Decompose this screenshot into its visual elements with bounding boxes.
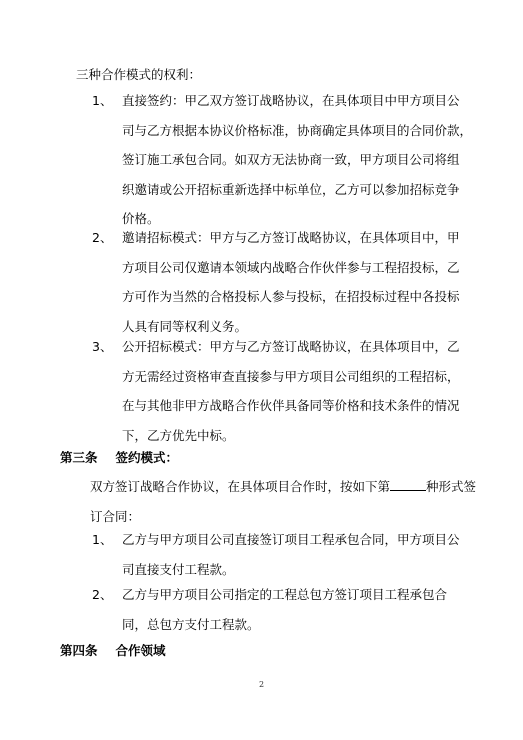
item-text <box>122 580 472 639</box>
text-line: 人具有同等权利义务。 <box>122 318 248 334</box>
item-number: 2、 <box>92 587 113 602</box>
item-text <box>122 525 472 584</box>
text-line: 下，乙方优先中标。 <box>122 427 235 443</box>
text-line: 方无需经过资格审查直接参与甲方项目公司组织的工程招标， <box>122 368 460 384</box>
text-segment: 种形式签 <box>426 479 477 494</box>
article-heading <box>60 636 166 666</box>
item-text <box>122 332 472 450</box>
article-number: 第三条 <box>60 450 98 465</box>
text-line: 公开招标模式：甲方与乙方签订战略协议，在具体项目中，乙 <box>122 339 460 354</box>
item-number: 2、 <box>92 230 113 245</box>
text-line: 在与其他非甲方战略合作伙伴具备同等价格和技术条件的情况 <box>122 398 460 413</box>
intro-line: 三种合作模式的权利： <box>76 67 202 82</box>
article-title: 合作领域 <box>115 643 166 658</box>
text-line: 签订施工承包合同。如双方无法协商一致，甲方项目公司将组 <box>122 152 460 167</box>
text-line: 直接签约：甲乙双方签订战略协议，在具体项目中甲方项目公 <box>122 93 460 108</box>
text-line: 司与乙方根据本协议价格标准，协商确定具体项目的合同价款， <box>122 122 473 138</box>
text-line: 方项目公司仅邀请本领域内战略合作伙伴参与工程招投标，乙 <box>122 259 460 275</box>
article-number: 第四条 <box>60 643 98 658</box>
article-paragraph <box>90 472 476 531</box>
fill-in-blank <box>390 478 426 491</box>
text-line: 邀请招标模式：甲方与乙方签订战略协议，在具体项目中，甲 <box>122 230 460 245</box>
text-line: 订合同： <box>90 508 141 524</box>
text-line: 方可作为当然的合格投标人参与投标，在招投标过程中各投标 <box>122 289 460 304</box>
text-line <box>90 472 476 502</box>
item-number: 3、 <box>92 339 113 354</box>
page-number: 2 <box>258 680 265 689</box>
article-heading <box>60 443 178 473</box>
item-number: 1、 <box>92 93 113 108</box>
text-line: 同，总包方支付工程款。 <box>122 616 260 632</box>
text-line: 织邀请或公开招标重新选择中标单位，乙方可以参加招标竞争 <box>122 181 460 197</box>
item-text <box>122 223 472 341</box>
text-line: 乙方与甲方项目公司指定的工程总包方签订项目工程承包合 <box>122 587 448 602</box>
item-number: 1、 <box>92 532 113 547</box>
item-text <box>122 86 472 234</box>
text-line: 司直接支付工程款。 <box>122 561 235 577</box>
text-line: 价格。 <box>122 211 160 226</box>
text-segment: 双方签订战略合作协议，在具体项目合作时，按如下第 <box>90 479 391 494</box>
article-title: 签约模式： <box>115 450 179 465</box>
text-line: 乙方与甲方项目公司直接签订项目工程承包合同，甲方项目公 <box>122 532 460 547</box>
